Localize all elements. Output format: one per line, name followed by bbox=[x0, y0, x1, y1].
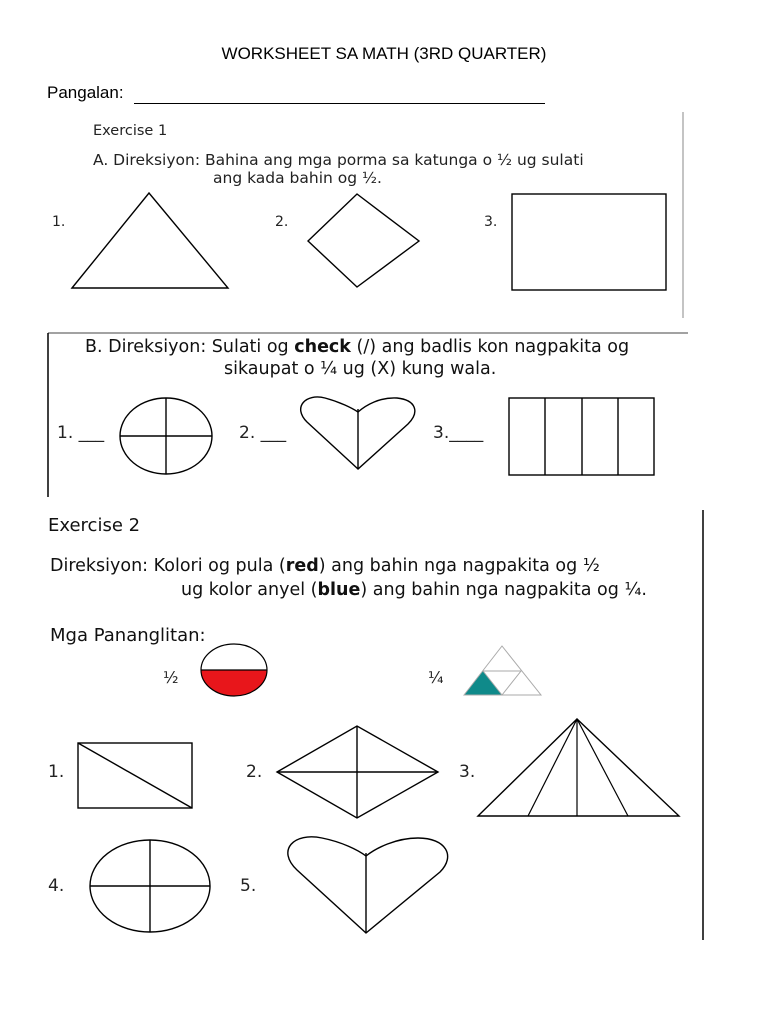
examples-label: Mga Pananglitan: bbox=[50, 625, 206, 646]
example-half-label: ½ bbox=[163, 668, 179, 687]
worksheet-title: WORKSHEET SA MATH (3RD QUARTER) bbox=[221, 44, 547, 63]
exercise2-direction-line2: ug kolor anyel (blue) ang bahin nga nagpakita og ¼. bbox=[181, 580, 647, 600]
part-a-item-2-number: 2. bbox=[275, 214, 289, 230]
example-half-red-fill bbox=[201, 670, 267, 696]
part-a-direction-line1: A. Direksiyon: Bahina ang mga porma sa katunga o ½ ug sulati bbox=[93, 151, 584, 169]
part-b-item-3-number[interactable]: 3.____ bbox=[433, 423, 484, 443]
example-quarter-label: ¼ bbox=[428, 668, 444, 687]
ex2-heart-shape[interactable] bbox=[288, 837, 448, 933]
part-b-direction-line2: sikaupat o ¼ ug (X) kung wala. bbox=[224, 359, 497, 379]
ex2-item-5-number: 5. bbox=[240, 876, 257, 896]
part-b-item-1-number[interactable]: 1. ___ bbox=[57, 423, 105, 443]
part-a-item-1-number: 1. bbox=[52, 214, 66, 230]
part-b-item-2-number[interactable]: 2. ___ bbox=[239, 423, 287, 443]
ex2-rectangle-diagonal bbox=[78, 743, 192, 808]
exercise1-title: Exercise 1 bbox=[93, 123, 168, 139]
ex2-item-4-number: 4. bbox=[48, 876, 65, 896]
rectangle-shape[interactable] bbox=[512, 194, 666, 290]
exercise2-title: Exercise 2 bbox=[48, 515, 141, 536]
part-b-direction-line1: B. Direksiyon: Sulati og check (/) ang badlis kon nagpakita og bbox=[85, 337, 630, 357]
ex2-triangle-shape[interactable] bbox=[478, 719, 679, 816]
example-quarter-teal-fill bbox=[464, 671, 502, 695]
triangle-shape[interactable] bbox=[72, 193, 228, 288]
ex2-item-2-number: 2. bbox=[246, 762, 263, 782]
part-a-item-3-number: 3. bbox=[484, 214, 498, 230]
diamond-shape[interactable] bbox=[308, 194, 419, 287]
ex2-item-3-number: 3. bbox=[459, 762, 476, 782]
part-a-direction-line2: ang kada bahin og ½. bbox=[213, 169, 382, 187]
ex2-triangle-line-3 bbox=[577, 719, 628, 816]
ex2-triangle-line-1 bbox=[528, 719, 577, 816]
ex2-item-1-number: 1. bbox=[48, 762, 65, 782]
exercise2-direction-line1: Direksiyon: Kolori og pula (red) ang bahin nga nagpakita og ½ bbox=[50, 556, 600, 576]
name-label: Pangalan: bbox=[47, 83, 124, 102]
